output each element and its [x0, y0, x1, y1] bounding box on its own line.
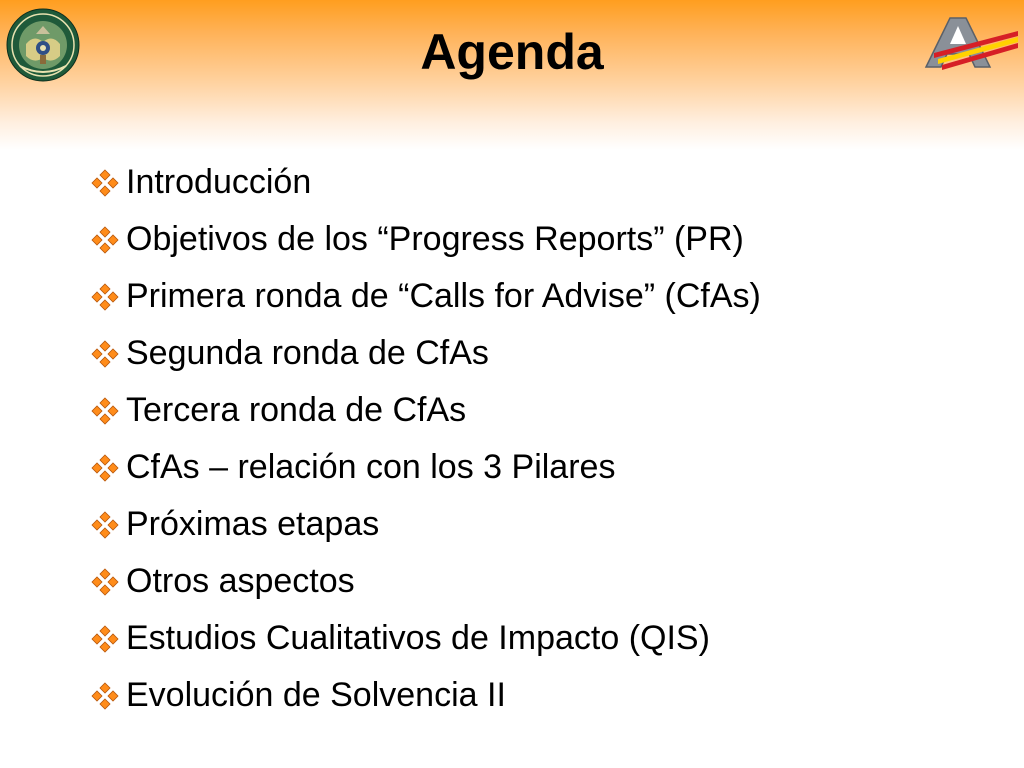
slide-title: Agenda [420, 24, 604, 80]
list-item [90, 496, 761, 553]
four-diamond-bullet-icon [90, 396, 120, 426]
four-diamond-bullet-icon [90, 453, 120, 483]
agenda-list [90, 154, 761, 724]
list-item-text: Próximas etapas [126, 505, 380, 543]
four-diamond-bullet-icon [90, 567, 120, 597]
list-item-text: Tercera ronda de CfAs [126, 391, 467, 429]
list-item-text: Otros aspectos [126, 562, 355, 600]
four-diamond-bullet-icon [90, 624, 120, 654]
list-item [90, 211, 761, 268]
list-item-text: Introducción [126, 163, 312, 201]
four-diamond-bullet-icon [90, 681, 120, 711]
list-item-text: Segunda ronda de CfAs [126, 334, 489, 372]
list-item [90, 154, 761, 211]
list-item [90, 325, 761, 382]
letter-a-logo-icon [920, 12, 1020, 74]
four-diamond-bullet-icon [90, 168, 120, 198]
list-item-text: Evolución de Solvencia II [126, 676, 506, 714]
four-diamond-bullet-icon [90, 510, 120, 540]
list-item-text: CfAs – relación con los 3 Pilares [126, 448, 616, 486]
list-item [90, 439, 761, 496]
list-item-text: Estudios Cualitativos de Impacto (QIS) [126, 619, 710, 657]
four-diamond-bullet-icon [90, 282, 120, 312]
list-item [90, 268, 761, 325]
list-item [90, 382, 761, 439]
list-item [90, 553, 761, 610]
list-item-text: Objetivos de los “Progress Reports” (PR) [126, 220, 744, 258]
list-item [90, 667, 761, 724]
list-item [90, 610, 761, 667]
four-diamond-bullet-icon [90, 339, 120, 369]
list-item-text: Primera ronda de “Calls for Advise” (CfAs) [126, 277, 761, 315]
four-diamond-bullet-icon [90, 225, 120, 255]
